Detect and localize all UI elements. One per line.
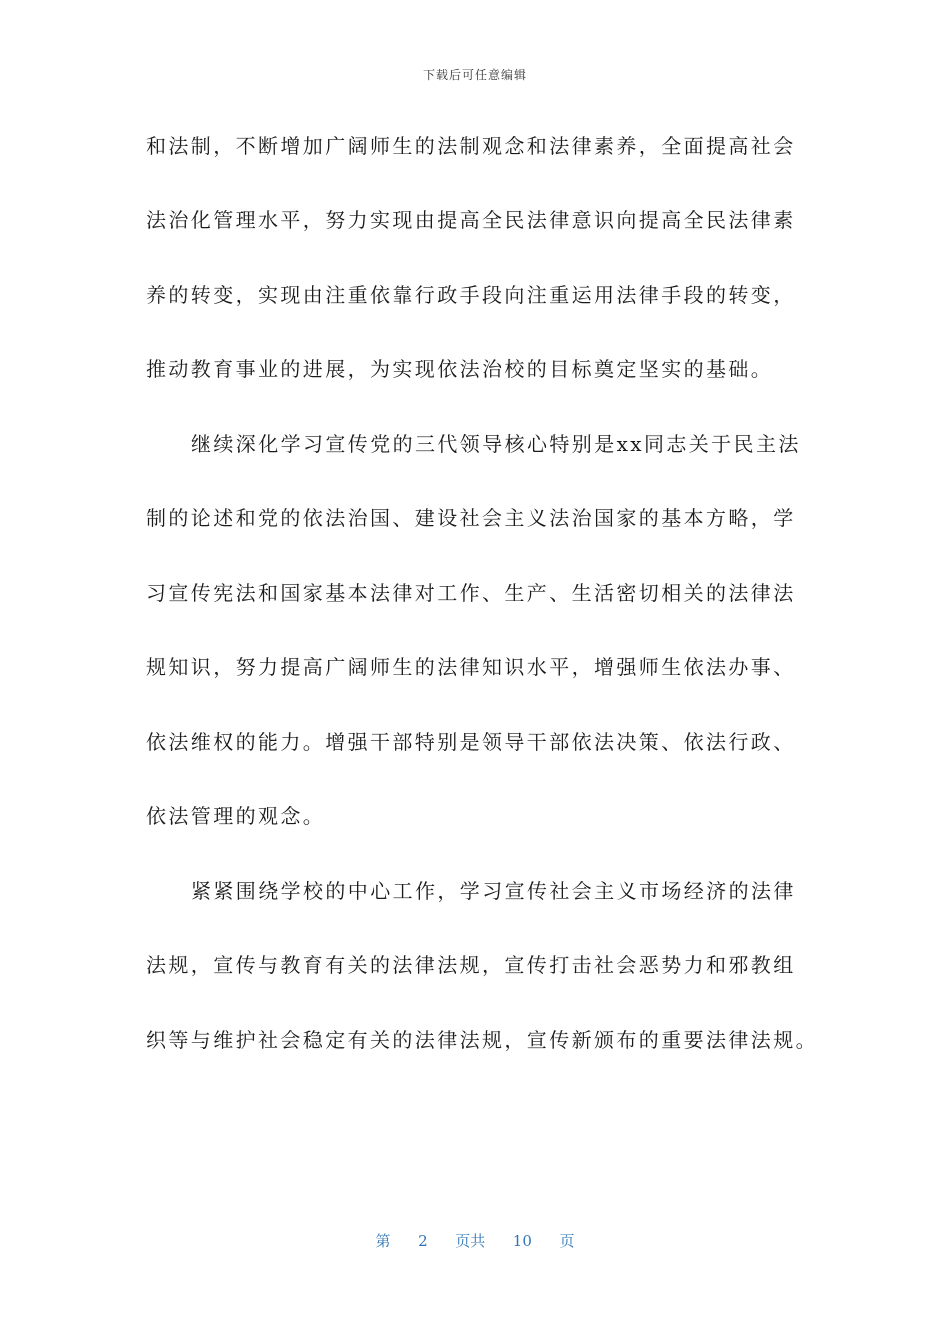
body-line: 织等与维护社会稳定有关的法律法规，宣传新颁布的重要法律法规。: [146, 1028, 818, 1052]
page-footer: [0, 1230, 950, 1251]
footer-total-pages: 10: [512, 1232, 532, 1250]
body-line: 习宣传宪法和国家基本法律对工作、生产、生活密切相关的法律法: [146, 581, 796, 605]
footer-current-page: 2: [418, 1232, 428, 1250]
page-header: 下载后可任意编辑: [422, 68, 527, 82]
body-line: 规知识，努力提高广阔师生的法律知识水平，增强师生依法办事、: [146, 655, 796, 679]
footer-middle: 页共: [455, 1232, 486, 1250]
body-line: 继续深化学习宣传党的三代领导核心特别是xx同志关于民主法: [191, 432, 801, 456]
body-line: 法规，宣传与教育有关的法律法规，宣传打击社会恶势力和邪教组: [146, 953, 796, 977]
body-line: 紧紧围绕学校的中心工作，学习宣传社会主义市场经济的法律: [191, 879, 796, 903]
body-line: 制的论述和党的依法治国、建设社会主义法治国家的基本方略，学: [146, 506, 796, 530]
footer-suffix: 页: [559, 1232, 575, 1250]
body-line: 法治化管理水平，努力实现由提高全民法律意识向提高全民法律素: [146, 208, 796, 232]
body-line: 依法管理的观念。: [146, 804, 326, 828]
body-line: 推动教育事业的进展，为实现依法治校的目标奠定坚实的基础。: [146, 357, 774, 381]
body-line: 依法维权的能力。增强干部特别是领导干部依法决策、依法行政、: [146, 730, 796, 754]
body-line: 和法制，不断增加广阔师生的法制观念和法律素养，全面提高社会: [146, 134, 796, 158]
footer-prefix: 第: [375, 1232, 391, 1250]
body-line: 养的转变，实现由注重依靠行政手段向注重运用法律手段的转变，: [146, 283, 796, 307]
